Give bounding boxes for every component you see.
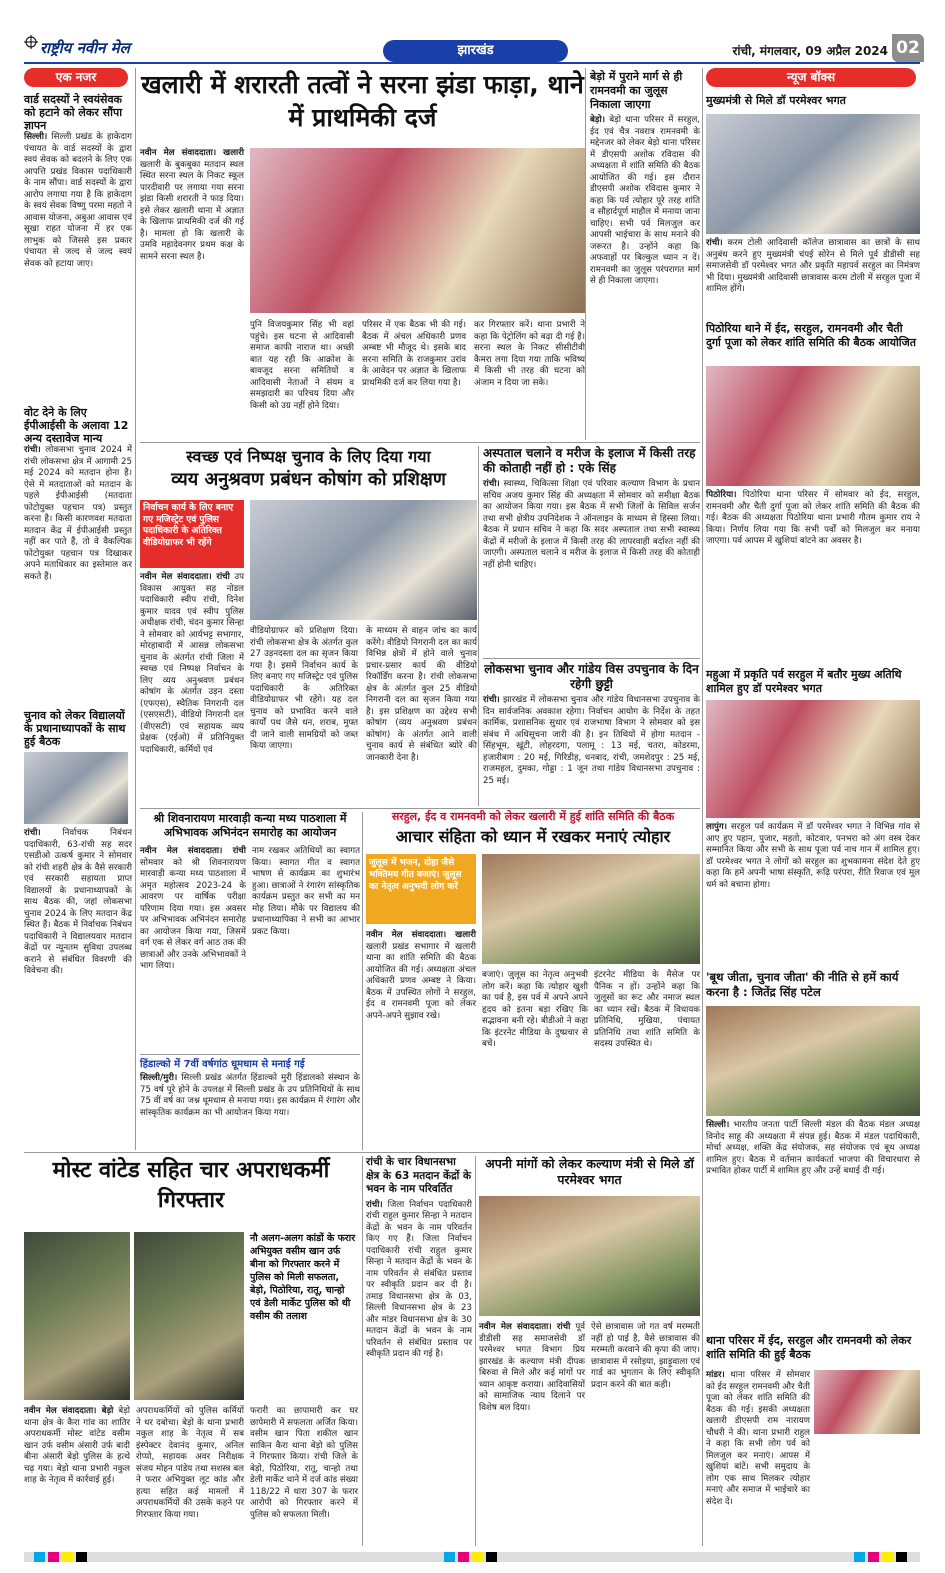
- arrest-dateline: नवीन मेल संवाददाता। बेड़ो: [24, 1406, 114, 1416]
- color-registration-bar: [24, 1552, 920, 1562]
- holiday-story: [483, 662, 700, 806]
- brief-dateline: सिल्ली।: [24, 132, 48, 142]
- brief-dateline: रांची।: [24, 445, 41, 455]
- accused-photo: [134, 1232, 244, 1400]
- section-divider: [24, 1152, 700, 1153]
- column-divider: [135, 68, 136, 1150]
- lead-story: [140, 68, 585, 440]
- training-highlight: निर्वाचन कार्य के लिए बनाए गए मजिस्ट्रेट एवं पुलिस पदाधिकारी के अतिरिक्त वीडियोग्राफर भी रहेंगे: [140, 500, 244, 568]
- newsbox-dateline: सिल्ली।: [706, 1120, 730, 1130]
- arrest-body-2: अपराधकर्मियों को पुलिस कर्मियों ने धर दबोचा। बेड़ो के थाना प्रभारी नकुल शाह के नेतृत्व में सब इंस्पेक्टर देवानंद कुमार, अनिल रोप्पो, सहायक अवर निरीक्षक संजय मोहन पांडेय तथा सशस्त्र बल ने फरार अभियुक्त लूट कांड और हत्या सहित कई मामलों में अपराधकर्मियों की उसके कहने पर गिरफ्तार किया गया।: [136, 1406, 244, 1520]
- column-divider: [478, 446, 479, 806]
- column-divider: [702, 68, 703, 1546]
- accused-photo: [24, 1232, 130, 1400]
- newsbox-photo: [706, 700, 920, 818]
- polling-body: जिला निर्वाचन पदाधिकारी रांची राहुल कुमार सिन्हा ने मतदान केंद्रों के भवन के नाम परिवर्तन किए गए हैं। जिला निर्वाचन पदाधिकारी रांची राहुल कुमार सिन्हा ने मतदान केंद्रों के भवन के नाम परिवर्तन से संबंधित प्रस्ताव पर स्वीकृति प्रदान कर दी है। तमाड़ विधानसभा क्षेत्र के 03, सिल्ली विधानसभा क्षेत्र के 23 और मांडर विधानसभा क्षेत्र के 30 मतदान केंद्रों के भवन के नाम परिवर्तन से संबंधित प्रस्ताव पर स्वीकृति प्रदान की गई है।: [366, 1199, 473, 1359]
- brief-title: चुनाव को लेकर विद्यालयों के प्रधानाध्यापकों के साथ हुई बैठक: [24, 709, 126, 748]
- color-swatch: [472, 1552, 483, 1562]
- newsbox-photo: [706, 366, 920, 486]
- festival-headline-2: आचार संहिता को ध्यान में रखकर मनाएं त्योहार: [395, 827, 671, 846]
- arrest-body-1: बेड़ो थाना क्षेत्र के कैरा गांव का शातिर अपराधकर्मी मोस्ट वांटेड वसीम खान उर्फ वसीम अंसारी उर्फ बादी बीना अंसारी बेड़ो पुलिस के हत्थे चढ़ गया। बेड़ो थाना प्रभारी नकुल शाह के नेतृत्व में कार्रवाई हुई।: [24, 1406, 131, 1485]
- newsbox-photo: [706, 1006, 920, 1116]
- newsbox-item-body: सरहुल पर्व कार्यक्रम में डॉ परमेश्वर भगत ने विभिन्न गांव से आए हुए पहान, पुजार, महतो, कोटवार, पनभरा को अंग वस्त्र देकर सम्मानित किया और सभी के साथ पूजा पर्व नाच गान में शामिल हुए। डॉ परमेश्वर भगत ने लोगों को सरहुल का शुभकामना संदेश देते हुए कहा कि हमें अपनी भाषा संस्कृति, रूढ़ि परंपरा, रीति रिवाज एवं मूल धर्म को बचाना होगा।: [706, 822, 920, 890]
- brief-item: [24, 93, 132, 400]
- arrest-highlight: नौ अलग-अलग कांडों के फरार अभियुक्त वसीम खान उर्फ बीना को गिरफ्तार करने में पुलिस को मिली सफलता, बेड़ो, पिठोरिया, रातू, चान्हो एवं डेली मार्केट पुलिस को थी वसीम की तलाश: [250, 1233, 356, 1322]
- lead-body-1: खलारी के बुकबुका मतदान स्थल स्थित सरना स्थल के निकट स्कूल पारदीवारी पर लगाया गया सरना झंडा किसी शरारती ने फाड़ दिया। इसे लेकर खलारी थाना में अज्ञात के खिलाफ प्राथमिकी दर्ज की गई है। मामला हो कि खलारी के उमवि महादेवनगर प्रथम कक्ष के सामने सरना स्थल है।: [140, 159, 244, 262]
- training-headline-1: स्वच्छ एवं निष्पक्ष चुनाव के लिए दिया गया: [186, 447, 431, 466]
- hindalco-dateline: सिल्ली/मुरी।: [140, 1073, 178, 1083]
- festival-photo: [482, 854, 700, 964]
- demands-body-2: ऐसे छात्रावास जो गत वर्ष मरम्मती नहीं हो पाई है, वैसे छात्रावास की मरम्मती करवाने की कृपा की जाए। छात्रावास में रसोइया, झाड़ूवाला एवं गार्ड का भुगतान के लिए स्वीकृति प्रदान करने की बात कही।: [591, 1322, 700, 1390]
- meeting-photo: [24, 752, 128, 824]
- bero-story: [590, 70, 700, 440]
- column-divider: [362, 812, 363, 1150]
- lead-body-3: परिसर में एक बैठक भी की गई। बैठक में अंचल अधिकारी प्रणव अम्बष्ट भी मौजूद थे। इसके बाद सरना समिति के राजकुमार उरांव के आवेदन पर अज्ञात के खिलाफ प्राथमिकी दर्ज कर लिया गया है।: [362, 320, 466, 388]
- lead-body-2: पुनि विजयकुमार सिंह भी वहां पहुंचे। इस घटना से आदिवासी समाज काफी नाराज था। अच्छी बात यह रही कि आक्रोश के बावजूद सरना समितियों व आदिवासी नेताओं ने संयम व समझदारी का परिचय दिया और किसी को उग्र नहीं होने दिया।: [250, 320, 354, 411]
- news-box: [706, 68, 920, 1546]
- newsbox-dateline: पिठोरिया।: [706, 490, 737, 500]
- section-label-news-box: न्यूज बॉक्स: [706, 68, 916, 87]
- hindalco-headline: हिंडाल्को में 7वीं वर्षगांठ धूमधाम से मनाई गई: [140, 1059, 305, 1070]
- school-dateline: नवीन मेल संवाददाता। रांची: [140, 846, 246, 856]
- lead-headline: खलारी में शरारती तत्वों ने सरना झंडा फाड़ा, थाने में प्राथमिकी दर्ज: [141, 70, 584, 132]
- left-column: [24, 68, 132, 1150]
- color-swatch: [458, 1552, 469, 1562]
- festival-body-3: इंटरनेट मीडिया के मैसेज पर पैनिक न हों। उन्होंने कहा कि जुलूसों का रूट और नमाज स्थल का ध्यान रखें। बैठक में विधायक प्रतिनिधि, मुखिया, पंचायत प्रतिनिधि तथा शांति समिति के सदस्य उपस्थित थे।: [594, 970, 700, 1049]
- color-swatch: [62, 1552, 73, 1562]
- brief-item: [24, 709, 132, 1188]
- brief-title: वोट देने के लिए ईपीआईसी के अलावा 12 अन्य दस्तावेज मान्य: [24, 406, 129, 445]
- hospital-body: स्वास्थ्य, चिकित्सा शिक्षा एवं परिवार कल्याण विभाग के प्रधान सचिव अजय कुमार सिंह की अध्यक्षता में सोमवार को समीक्षा बैठक का आयोजन किया गया। इस बैठक में सभी जिलों के सिविल सर्जन तथा सभी क्षेत्रीय उपनिदेशक ने ऑनलाइन के माध्यम से हिस्सा लिया। बैठक में प्रधान सचिव ने कहा कि सदर अस्पताल तथा सभी स्वास्थ्य केंद्रों में मरीजों के इलाज में किसी तरह की लापरवाही बर्दाश्त नहीं की जाएगी। अस्पताल चलाने व मरीज के इलाज में किसी तरह की कोताही नहीं होनी चाहिए।: [483, 479, 700, 570]
- bero-dateline: बेड़ो।: [590, 115, 605, 125]
- lead-dateline: नवीन मेल संवाददाता। खलारी: [140, 148, 244, 158]
- demands-body-1: पूर्व डीडीसी सह समाजसेवी डॉ परमेश्वर भगत विभाग प्रिय झारखंड के कल्याण मंत्री दीपक बिरुवा से मिले और कई मांगों पर ध्यान आकृष्ट कराया। आदिवासियों को सामाजिक न्याय दिलाने पर विशेष बल दिया।: [479, 1322, 585, 1413]
- newsbox-item-body: भारतीय जनता पार्टी सिल्ली मंडल की बैठक मंडल अध्यक्ष विनोद साहू की अध्यक्षता में संपन्न हुई। बैठक में मंडल पदाधिकारी, मोर्चा अध्यक्ष, शक्ति केंद्र संयोजक, सह संयोजक एवं बूथ अध्यक्ष शामिल हुए। बैठक में वर्तमान कार्यकर्ता भाजपा की विचारधारा से प्रभावित होकर पार्टी में शामिल हुए और उन्हें बधाई दी गई।: [706, 1120, 921, 1176]
- newsbox-item-title: पिठोरिया थाने में ईद, सरहुल, रामनवमी और चैती दुर्गा पूजा को लेकर शांति समिति की बैठक आयोजित: [706, 322, 917, 349]
- lead-body-4: कर गिरफ्तार करें। थाना प्रभारी ने कहा कि पेट्रोलिंग को बढ़ा दी गई है। सरना स्थल के निकट सीसीटीवी कैमरा लगा दिया गया ताकि भविष्य में किसी भी तरह की घटना को अंजाम न दिया जा सके।: [474, 320, 585, 388]
- color-swatch: [486, 1552, 497, 1562]
- section-divider: [140, 808, 700, 809]
- arrest-story: [24, 1156, 358, 1546]
- section-divider: [483, 658, 700, 659]
- column-divider: [475, 1156, 476, 1546]
- brief-title: वार्ड सदस्यों ने स्वयंसेवक को हटाने को लेकर सौंपा ज्ञापन: [24, 93, 123, 132]
- color-swatch: [854, 1552, 865, 1562]
- state-label: झारखंड: [383, 40, 568, 62]
- color-swatch: [444, 1552, 455, 1562]
- arrest-headline: मोस्ट वांटेड सहित चार अपराधकर्मी गिरफ्तार: [52, 1158, 330, 1213]
- school-story: [140, 812, 360, 1052]
- color-swatch: [34, 1552, 45, 1562]
- holiday-body: झारखंड में लोकसभा चुनाव और गांडेय विधानसभा उपचुनाव के दिन सार्वजनिक अवकाश रहेगा। निर्वाचन आयोग के निर्देश के तहत कार्मिक, प्रशासनिक सुधार एवं राजभाषा विभाग ने सोमवार को इस संबंध में अधिसूचना जारी की है। इन तिथियों में होगा मतदान - सिंहभूम, खूंटी, लोहरदगा, पलामू : 13 मई, चतरा, कोडरमा, हजारीबाग : 20 मई, गिरिडीह, धनबाद, रांची, जमशेदपुर : 25 मई, राजमहल, दुमका, गोड्डा : 1 जून तथा गांडेय विधानसभा उपचुनाव : 25 मई।: [483, 695, 700, 786]
- festival-highlight: जुलूस में भजन, दोहा जैसे भक्तिमय गीत बजाएं। जुलूस का नेतृत्व अनुभवी लोग करें: [366, 854, 476, 924]
- newsbox-item-body: पिठोरिया थाना परिसर में सोमवार को ईद, सरहुल, रामनवमी और चैती दुर्गा पूजा को लेकर शांति समिति की बैठक की गई। बैठक की अध्यक्षता पिठोरिया थाना प्रभारी गौतम कुमार राय ने किया। निर्णय लिया गया कि सभी पर्वों को मिलजुल कर मनाया जाएगा। पर्व आपस में खुशियां बांटने का अवसर है।: [706, 490, 921, 546]
- brief-body: लोकसभा चुनाव 2024 में रांची लोकसभा क्षेत्र में आगामी 25 मई 2024 को मतदान होना है। ऐसे में मतदाताओं को मतदान के पहले ईपीआईसी (मतदाता फोटोयुक्त पहचान पत्र) प्रस्तुत करना है। किसी कारणवश मतदाता मतदान केंद्र में ईपीआईसी प्रस्तुत नहीं कर पाते हैं, तो वे वैकल्पिक फोटोयुक्त पहचान पत्र दिखाकर अपने मताधिकार का इस्तेमाल कर सकते हैं।: [24, 445, 133, 582]
- holiday-dateline: रांची।: [483, 695, 500, 705]
- school-body-2: नाम रखकर अतिथियों का स्वागत किया। स्वागत गीत व स्वागत भाषण से कार्यक्रम का शुभारंभ हुआ। छात्राओं ने रंगारंग सांस्कृतिक कार्यक्रम प्रस्तुत कर सभी का मन मोह लिया। मौके पर विद्यालय की प्रधानाध्यापिका ने सभी का आभार प्रकट किया।: [252, 846, 360, 937]
- newsbox-item-title: 'बूथ जीता, चुनाव जीता' की नीति से हमें कार्य करना है : जितेंद्र सिंह पटेल: [706, 970, 899, 999]
- training-body-2: वीडियोग्राफर को प्रशिक्षण दिया। रांची लोकसभा क्षेत्र के अंतर्गत कुल 27 उड़नदस्ता दल का सृजन किया गया है। इसमें निर्वाचन कार्य के लिए बनाए गए मजिस्ट्रेट एवं पुलिस पदाधिकारी के अतिरिक्त वीडियोग्राफर भी रहेंगे। यह दल चुनाव को प्रभावित करने वाले कार्यों पथ जैसे धन, शराब, मुफ्त दी जाने वाली सामग्रियों को जब्त किया जाएगा।: [250, 626, 358, 751]
- brief-body: निर्वाचक निबंधन पदाधिकारी, 63-रांची सह सदर एसडीओ उत्कर्ष कुमार ने सोमवार को रांची शहरी क्षेत्र के वैसे सरकारी एवं सरकारी सहायता प्राप्त विद्यालयों के प्रधानाध्यापकों के साथ बैठक की, जहां लोकसभा चुनाव 2024 के लिए मतदान केंद्र स्थित हैं। बैठक में निर्वाचक निबंधन पदाधिकारी ने विद्यालयवार मतदान केंद्रों पर न्यूनतम सुविधा उपलब्ध कराने से संबंधित विवरणी की विवेचना की।: [24, 828, 133, 976]
- color-swatch: [882, 1552, 893, 1562]
- dateline: रांची, मंगलवार, 09 अप्रैल 2024: [732, 44, 888, 58]
- training-dateline: नवीन मेल संवाददाता। रांची: [140, 572, 230, 582]
- section-divider: [140, 1054, 360, 1055]
- demands-photo: [479, 1196, 700, 1316]
- training-body-3: के माध्यम से वाहन जांच का कार्य करेंगे। वीडियो निगरानी दल का कार्य विभिन्न क्षेत्रों में होने वाले चुनाव प्रचार-प्रसार कार्य की वीडियो रिकॉर्डिंग करना है। रांची लोकसभा क्षेत्र के अंतर्गत कुल 25 वीडियो निगरानी दल का सृजन किया गया है। इस प्रशिक्षण का उद्देश्य सभी कोषांग (व्यय अनुश्रवण प्रबंधन कोषांग) के अंतर्गत आने वाली चुनाव कार्य से संबंधित ब्योरे की जानकारी देना है।: [366, 626, 477, 763]
- newsbox-item-title: महुआ में प्रकृति पर्व सरहुल में बतौर मुख्य अतिथि शामिल हुए डॉ परमेश्वर भगत: [706, 668, 902, 695]
- hindalco-story: [140, 1058, 360, 1150]
- newsbox-photo: [706, 114, 920, 234]
- page-number: 02: [892, 34, 924, 62]
- demands-headline: अपनी मांगों को लेकर कल्याण मंत्री से मिले डॉ परमेश्वर भगत: [485, 1156, 694, 1187]
- brief-item: [24, 406, 132, 703]
- hospital-dateline: रांची।: [483, 479, 500, 489]
- polling-dateline: रांची।: [366, 1199, 383, 1210]
- color-swatch: [868, 1552, 879, 1562]
- school-headline: श्री शिवनारायण मारवाड़ी कन्या मध्य पाठशाला में अभिभावक अभिनंदन समारोह का आयोजन: [153, 812, 347, 839]
- color-swatch: [76, 1552, 87, 1562]
- color-swatch: [48, 1552, 59, 1562]
- newsbox-photo: [814, 1370, 920, 1434]
- festival-headline-1: सरहुल, ईद व रामनवमी को लेकर खलारी में हुई शांति समिति की बैठक: [391, 810, 675, 823]
- festival-body-2: बजाएं। जुलूस का नेतृत्व अनुभवी लोग करें। कहा कि त्योहार खुशी का पर्व है, इस पर्व में अपने अपने हृदय को इतना बड़ा रखिए कि सद्भावना बनी रहे। बीडीओ ने कहा कि इंटरनेट मीडिया के दुष्प्रचार से बचें।: [482, 970, 588, 1049]
- bero-body: बेड़ो थाना परिसर में सरहुल, ईद एवं चैत्र नवरात्र रामनवमी के मद्देनजर को लेकर बेड़ो थाना परिसर में डीएसपी अशोक रविदास की अध्यक्षता में शांति समिति की बैठक आयोजित की गई। इस दौरान डीएसपी अशोक रविदास कुमार ने कहा कि पर्व त्योहार पूरे तरह शांति व सौहार्दपूर्ण माहौल में मनाया जाना चाहिए। सभी पर्व मिलजुल कर आपसी भाईचारा के साथ मनाने की जरूरत है। उन्होंने कहा कि अफवाहों पर बिल्कुल ध्यान न दें। रामनवमी का जुलूस परंपरागत मार्ग से ही निकाला जाएगा।: [590, 115, 701, 286]
- brief-dateline: रांची।: [24, 828, 41, 838]
- section-divider: [140, 442, 700, 443]
- demands-dateline: नवीन मेल संवाददाता। रांची: [479, 1322, 571, 1332]
- demands-story: [479, 1156, 700, 1546]
- school-body-1: सोमवार को श्री शिवनारायण मारवाड़ी कन्या मध्य पाठशाला में अमृत महोत्सव 2023-24 के आवरण पर वार्षिक परीक्षा परिणाम दिया गया। इस अवसर पर अभिभावक अभिनंदन समारोह का आयोजन किया गया, जिसमें वर्ग एक से लेकर वर्ग आठ तक की छात्राओं और उनके अभिभावकों ने भाग लिया।: [140, 857, 246, 971]
- polling-story: [366, 1156, 472, 1546]
- hindalco-body: सिल्ली प्रखंड अंतर्गत हिंडाल्को मुरी हिंडालको संस्थान के 75 वर्ष पूरे होने के उपलक्ष में सिल्ली प्रखंड के उप प्रतिनिधियों के साथ 75 वीं वर्ष का जश्न धूमधाम से मनाया गया। इस कार्यक्रम में रंगारंग और सांस्कृतिक कार्यक्रम का भी आयोजन किया गया।: [140, 1073, 360, 1118]
- lead-photo: [250, 148, 585, 313]
- color-swatches: [24, 1552, 920, 1562]
- registration-mark-icon: [24, 34, 38, 48]
- festival-body-1: खलारी प्रखंड सभागार में खलारी थाना का शांति समिति की बैठक आयोजित की गई। अध्यक्षता अंचल अधिकारी प्रणव अम्बष्ट ने किया। बैठक में उपस्थित लोगों ने सरहुल, ईद व रामनवमी पूजा को लेकर अपने-अपने सुझाव रखे।: [366, 941, 476, 1021]
- color-swatch: [896, 1552, 907, 1562]
- masthead: [0, 0, 945, 64]
- training-photo: [250, 500, 477, 620]
- hospital-story: [483, 446, 700, 656]
- newsbox-dateline: रांची।: [706, 238, 723, 248]
- paper-name: राष्ट्रीय नवीन मेल: [40, 39, 130, 57]
- masthead-rule: [24, 62, 920, 64]
- arrest-body-3: फरारी का छापामारी कर घर छापेमारी में सफलता अर्जित किया। वसीम खान पिता शकील खान साकिन कैरा थाना बेड़ो को पुलिस ने गिरफ्तार किया। रांची जिले के बेड़ो, पिठोरिया, रातू, चान्हो तथा डेली मार्केट थाने में दर्ज कांड संख्या 118/22 में धारा 307 के फरार आरोपी को गिरफ्तार करने में पुलिस को सफलता मिली।: [250, 1406, 358, 1520]
- newsbox-dateline: लापुंग।: [706, 822, 728, 832]
- newsbox-dateline: मांडर।: [706, 1370, 725, 1380]
- bero-headline: बेड़ो में पुराने मार्ग से ही रामनवमी का जुलूस निकाला जाएगा: [590, 70, 683, 111]
- holiday-headline: लोकसभा चुनाव और गांडेय विस उपचुनाव के दिन रहेगी छुट्टी: [484, 662, 699, 691]
- training-headline-2: व्यय अनुश्रवण प्रबंधन कोषांग को प्रशिक्षण: [171, 469, 446, 490]
- newsbox-item-title: मुख्यमंत्री से मिले डॉ परमेश्वर भगत: [706, 94, 846, 107]
- newsbox-item-body: थाना परिसर में सोमवार को ईद सरहुल रामनवमी और चैती पूजा को लेकर शांति समिति की बैठक की गई। इसकी अध्यक्षता खलारी डीएसपी राम नारायण चौधरी ने की। थाना प्रभारी राहुल ने कहा कि सभी लोग पर्व को मिलजुल कर मनाएं। आपस में खुशियां बांटें। सभी समुदाय के लोग एक साथ मिलकर त्योहार मनाएं और समाज में भाईचारे का संदेश दें।: [706, 1370, 811, 1507]
- column-divider: [585, 68, 586, 440]
- column-divider: [362, 1156, 363, 1546]
- festival-story: [366, 810, 700, 1150]
- festival-dateline: नवीन मेल संवाददाता। खलारी: [366, 930, 476, 940]
- newsbox-item-title: थाना परिसर में ईद, सरहुल और रामनवमी को लेकर शांति समिति की हुई बैठक: [706, 1334, 912, 1361]
- newsbox-item-body: करम टोली आदिवासी कॉलेज छात्रावास का छात्रों के साथ अनुबंध करने हुए मुख्यमंत्री चंपई सोरेन से मिले पूर्व डीडीसी सह समाजसेवी डॉ परमेश्वर भगत और प्रकृति महापर्व सरहुल का निमंत्रण भी दिया। मुख्यमंत्री आदिवासी छात्रावास करम टोली में सरहुल पूजा में शामिल होंगे।: [706, 238, 921, 294]
- hospital-headline: अस्पताल चलाने व मरीज के इलाज में किसी तरह की कोताही नहीं हो : एके सिंह: [483, 446, 696, 475]
- polling-headline: रांची के चार विधानसभा क्षेत्र के 63 मतदान केंद्रों के भवन के नाम परिवर्तित: [366, 1156, 472, 1195]
- section-label-ek-nazar: एक नजर: [24, 68, 128, 87]
- brief-body: सिल्ली प्रखंड के हाकेदाग पंचायत के वार्ड सदस्यों के द्वारा स्वयं सेवक को बदलने के लिए एक आपत्ति प्रखंड विकास पदाधिकारी के नाम सौंपा। वार्ड सदस्यों के द्वारा आरोप लगाया गया है कि हाकेदाग के स्वयं सेवक विष्णु परमा महतो ने आवास योजना, अबुआ आवास एवं सूखा राहत योजना में हर एक लाभुक को जिससे इस प्रकार पंचायत से जल्द से जल्द स्वयं सेवक को हटाया जाए।: [24, 132, 132, 269]
- training-story: [140, 446, 477, 806]
- training-body-1: उप विकास आयुक्त सह नोडल पदाधिकारी स्वीप रांची, दिनेश कुमार यादव एवं स्वीप पुलिस अधीक्षक रांची, चंदन कुमार सिन्हा ने सोमवार को आर्यभट्ट सभागार, मोरहाबादी में आसन्न लोकसभा चुनाव के अंतर्गत रांची जिला में स्वच्छ एवं निष्पक्ष निर्वाचन के लिए व्यय अनुश्रवण प्रबंधन कोषांग के अंतर्गत उड़न दस्ता (एफएस), स्थैतिक निगरानी दल (एसएसटी), वीडियो निगरानी दल (वीएसटी) एवं सहायक व्यय प्रेक्षक (एईओ) में प्रतिनियुक्त पदाधिकारी, कर्मियों एवं: [140, 572, 244, 755]
